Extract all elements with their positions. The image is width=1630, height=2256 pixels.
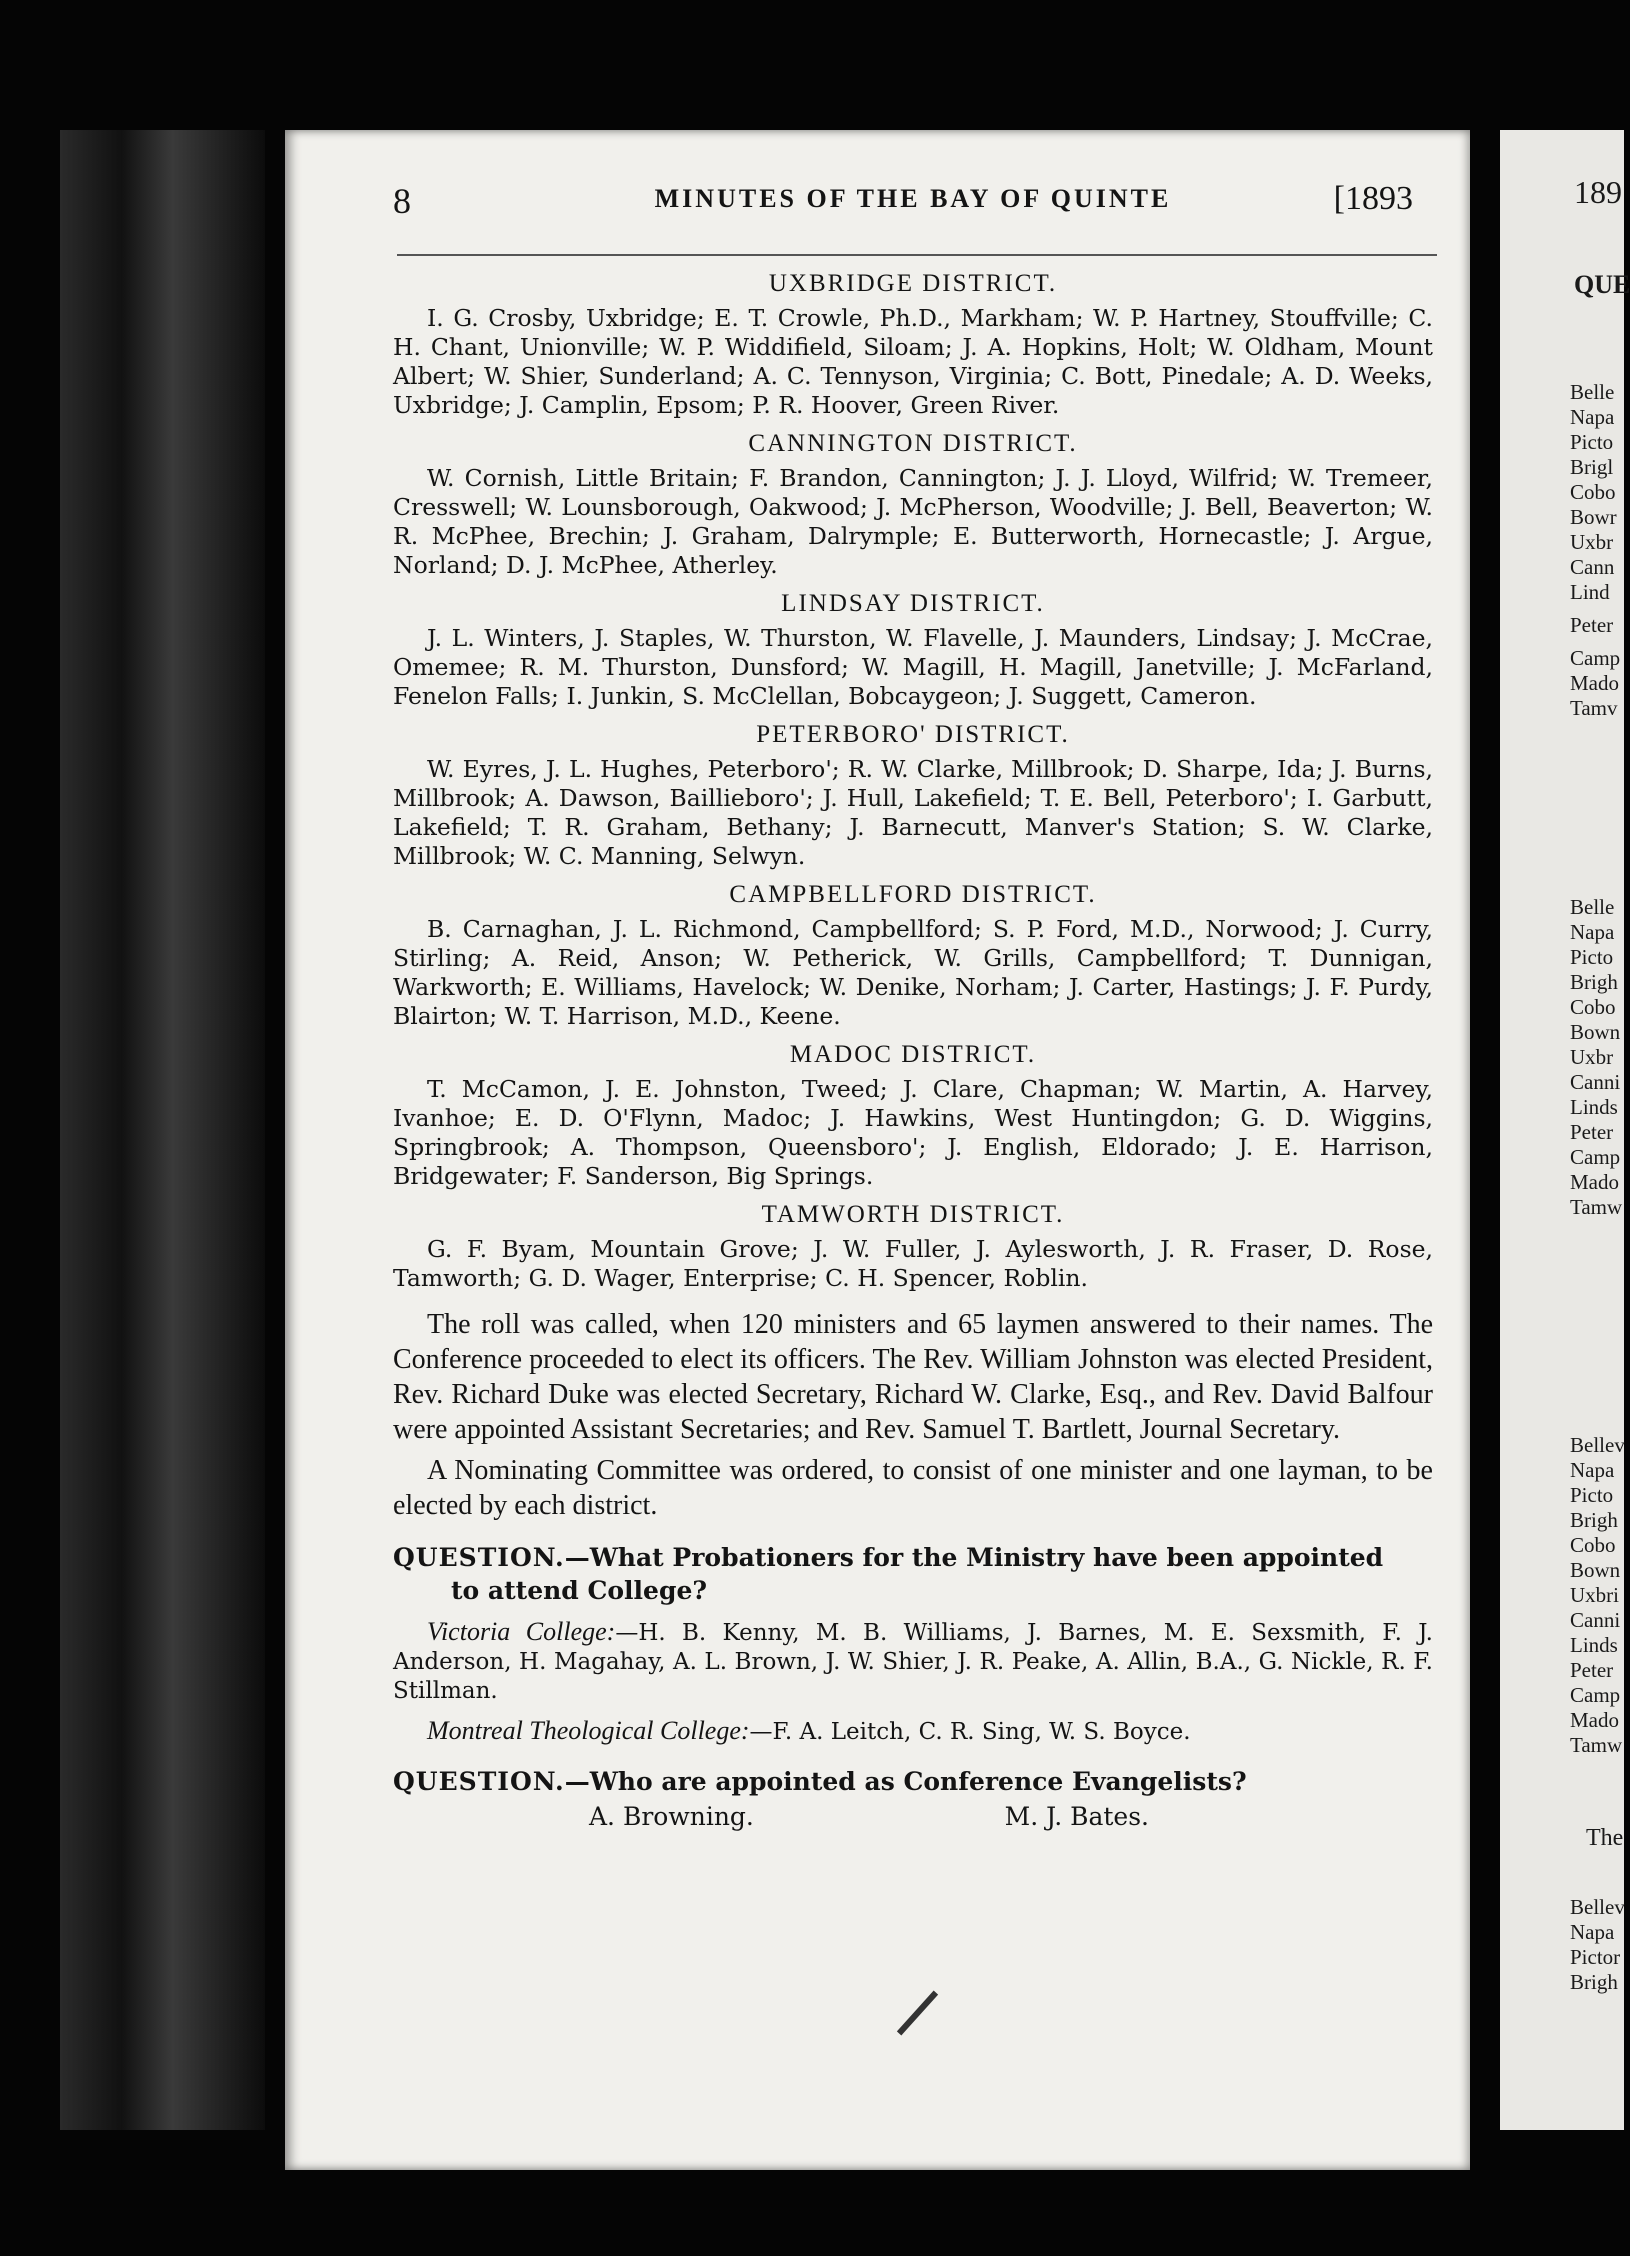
question-label: QUESTION. <box>393 1767 565 1796</box>
montreal-college-entry <box>393 1716 1433 1747</box>
list-item: Uxbr <box>1570 530 1614 554</box>
district-tamworth <box>393 1201 1433 1293</box>
list-item: Napa <box>1570 920 1615 944</box>
district-campbellford <box>393 881 1433 1031</box>
district-list: T. McCamon, J. E. Johnston, Tweed; J. Clare, Chapman; W. Martin, A. Harvey, Ivanhoe; E. D. O'Flynn, Madoc; J. Hawkins, West Huntingdon; G. D. Wiggins, Springbrook; A. Thompson, Queensboro'; J. English, Eldorado; J. E. Harrison, Bridgewater; F. Sanderson, Big Springs. <box>393 1075 1433 1190</box>
district-list: G. F. Byam, Mountain Grove; J. W. Fuller, J. Aylesworth, J. R. Fraser, D. Rose, Tamworth; G. D. Wager, Enterprise; C. H. Spencer, Roblin. <box>393 1235 1433 1292</box>
list-item: Cann <box>1570 555 1615 579</box>
district-peterboro <box>393 721 1433 871</box>
question-label: QUESTION. <box>393 1543 565 1572</box>
district-list: W. Cornish, Little Britain; F. Brandon, Cannington; J. J. Lloyd, Wilfrid; W. Tremeer, Cresswell; W. Lounsborough, Oakwood; J. McPherson, Woodville; J. Bell, Beaverton; W. R. McPhee, Brechin; J. Graham, Dalrymple; E. Butterworth, Hornecastle; J. Argue, Norland; D. J. McPhee, Atherley. <box>393 464 1433 579</box>
list-item: Peter <box>1570 1120 1614 1144</box>
list-item: Canni <box>1570 1608 1621 1632</box>
ink-mark <box>897 1991 938 2036</box>
list-item: Mado <box>1570 1708 1619 1732</box>
question-text: —Who are appointed as Conference Evangelists? <box>564 1767 1247 1796</box>
district-heading: LINDSAY DISTRICT. <box>781 590 1045 617</box>
list-item: Bellev <box>1570 1895 1625 1919</box>
facing-page-text: The <box>1586 1825 1624 1851</box>
question-probationers <box>393 1541 1433 1607</box>
list-item: Pictor <box>1570 1945 1621 1969</box>
facing-page-list <box>1570 380 1620 721</box>
list-item: Camp <box>1570 646 1621 670</box>
page-content <box>393 260 1433 1831</box>
list-item: Peter <box>1570 1658 1614 1682</box>
book-spine-edge <box>60 130 265 2130</box>
district-madoc <box>393 1041 1433 1191</box>
district-list: I. G. Crosby, Uxbridge; E. T. Crowle, Ph.D., Markham; W. P. Hartney, Stouffville; C. H. Chant, Unionville; W. P. Widdifield, Siloam; J. A. Hopkins, Holt; W. Oldham, Mount Albert; W. Shier, Sunderland; A. C. Tennyson, Virginia; C. Bott, Pinedale; A. D. Weeks, Uxbridge; J. Camplin, Epsom; P. R. Hoover, Green River. <box>393 304 1433 419</box>
college-list: —F. A. Leitch, C. R. Sing, W. S. Boyce. <box>749 1719 1191 1745</box>
district-heading: CAMPBELLFORD DISTRICT. <box>729 881 1097 908</box>
list-item: Napa <box>1570 1920 1615 1944</box>
list-item: Uxbri <box>1570 1583 1619 1607</box>
facing-page-year: 189 <box>1574 174 1622 210</box>
list-item: Cobo <box>1570 995 1616 1019</box>
district-heading: CANNINGTON DISTRICT. <box>748 430 1078 457</box>
list-item: Tamw <box>1570 1733 1623 1757</box>
facing-page-list <box>1570 895 1622 1220</box>
list-item: Brigh <box>1570 1970 1618 1994</box>
list-item: Mado <box>1570 1170 1619 1194</box>
list-item: Picto <box>1570 945 1614 969</box>
district-cannington <box>393 430 1433 580</box>
list-item: Picto <box>1570 1483 1614 1507</box>
list-item: Brigl <box>1570 455 1614 479</box>
list-item: Uxbr <box>1570 1045 1614 1069</box>
facing-page-list <box>1570 1895 1625 1995</box>
list-item: Bown <box>1570 1558 1621 1582</box>
evangelist-names <box>589 1802 1149 1831</box>
college-name: Montreal Theological College: <box>427 1716 750 1745</box>
facing-page-fragment <box>1500 130 1630 2130</box>
list-item: Brigh <box>1570 1508 1618 1532</box>
nominating-paragraph: A Nominating Committee was ordered, to consist of one minister and one layman, to be elected by each district. <box>393 1455 1433 1521</box>
list-item: Bowr <box>1570 505 1617 529</box>
facing-page-list <box>1570 1433 1625 1758</box>
district-list: J. L. Winters, J. Staples, W. Thurston, W. Flavelle, J. Maunders, Lindsay; J. McCrae, Omemee; R. M. Thurston, Dunsford; W. Magill, H. Magill, Janetville; J. McFarland, Fenelon Falls; I. Junkin, S. McClellan, Bobcaygeon; J. Suggett, Cameron. <box>393 624 1433 710</box>
list-item: Linds <box>1570 1633 1618 1657</box>
district-heading: UXBRIDGE DISTRICT. <box>768 270 1058 297</box>
college-name: Victoria College: <box>427 1617 616 1646</box>
list-item: Belle <box>1570 895 1615 919</box>
list-item: Picto <box>1570 430 1614 454</box>
list-item: Belle <box>1570 380 1615 404</box>
list-item: Cobo <box>1570 480 1616 504</box>
district-lindsay <box>393 590 1433 711</box>
question-evangelists <box>393 1765 1433 1798</box>
district-heading: TAMWORTH DISTRICT. <box>761 1201 1065 1228</box>
district-list: W. Eyres, J. L. Hughes, Peterboro'; R. W. Clarke, Millbrook; D. Sharpe, Ida; J. Burns, Millbrook; A. Dawson, Baillieboro'; J. Hull, Lakefield; T. E. Bell, Peterboro'; I. Garbutt, Lakefield; T. R. Graham, Bethany; J. Barnecutt, Manver's Station; S. W. Clarke, Millbrook; W. C. Manning, Selwyn. <box>393 755 1433 870</box>
header-rule <box>397 254 1437 256</box>
list-item: Camp <box>1570 1145 1621 1169</box>
district-heading: PETERBORO' DISTRICT. <box>756 721 1070 748</box>
district-heading: MADOC DISTRICT. <box>789 1041 1037 1068</box>
list-item: Tamw <box>1570 1195 1623 1219</box>
evangelist-name: A. Browning. <box>589 1802 754 1831</box>
list-item: Linds <box>1570 1095 1618 1119</box>
list-item: Tamv <box>1570 696 1618 720</box>
list-item: Canni <box>1570 1070 1621 1094</box>
list-item: Lind <box>1570 580 1610 604</box>
question-text: —What Probationers for the Ministry have been appointed <box>564 1543 1384 1572</box>
running-title: MINUTES OF THE BAY OF QUINTE <box>654 184 1172 213</box>
evangelist-name: M. J. Bates. <box>1004 1802 1149 1831</box>
facing-page-heading: QUE <box>1574 270 1630 299</box>
list-item: Peter <box>1570 613 1614 637</box>
page-header <box>393 180 1433 240</box>
list-item: Brigh <box>1570 970 1618 994</box>
district-uxbridge <box>393 270 1433 420</box>
list-item: Cobo <box>1570 1533 1616 1557</box>
list-item: Mado <box>1570 671 1619 695</box>
victoria-college-entry <box>393 1617 1433 1706</box>
list-item: Napa <box>1570 405 1615 429</box>
list-item: Bown <box>1570 1020 1621 1044</box>
list-item: Bellev <box>1570 1433 1625 1457</box>
district-list: B. Carnaghan, J. L. Richmond, Campbellford; S. P. Ford, M.D., Norwood; J. Curry, Stirling; A. Reid, Anson; W. Petherick, W. Grills, Campbellford; T. Dunnigan, Warkworth; E. Williams, Havelock; W. Denike, Norham; J. Carter, Hastings; J. F. Purdy, Blairton; W. T. Harrison, M.D., Keene. <box>393 915 1433 1030</box>
page-year: [1893 <box>1333 180 1413 217</box>
question-text-continued: to attend College? <box>451 1576 707 1605</box>
left-page <box>285 130 1470 2170</box>
page-number: 8 <box>393 181 411 221</box>
list-item: Napa <box>1570 1458 1615 1482</box>
college-list: —H. B. Kenny, M. B. Williams, J. Barnes, M. E. Sexsmith, F. J. Anderson, H. Magahay, A. L. Brown, J. W. Shier, J. R. Peake, A. Allin, B.A., G. Nickle, R. F. Stillman. <box>393 1620 1433 1704</box>
list-item: Camp <box>1570 1683 1621 1707</box>
roll-call-paragraph: The roll was called, when 120 ministers and 65 laymen answered to their names. The Conference proceeded to elect its officers. The Rev. William Johnston was elected President, Rev. Richard Duke was elected Secretary, Richard W. Clarke, Esq., and Rev. David Balfour were appointed Assistant Secretaries; and Rev. Samuel T. Bartlett, Journal Secretary. <box>393 1309 1433 1445</box>
